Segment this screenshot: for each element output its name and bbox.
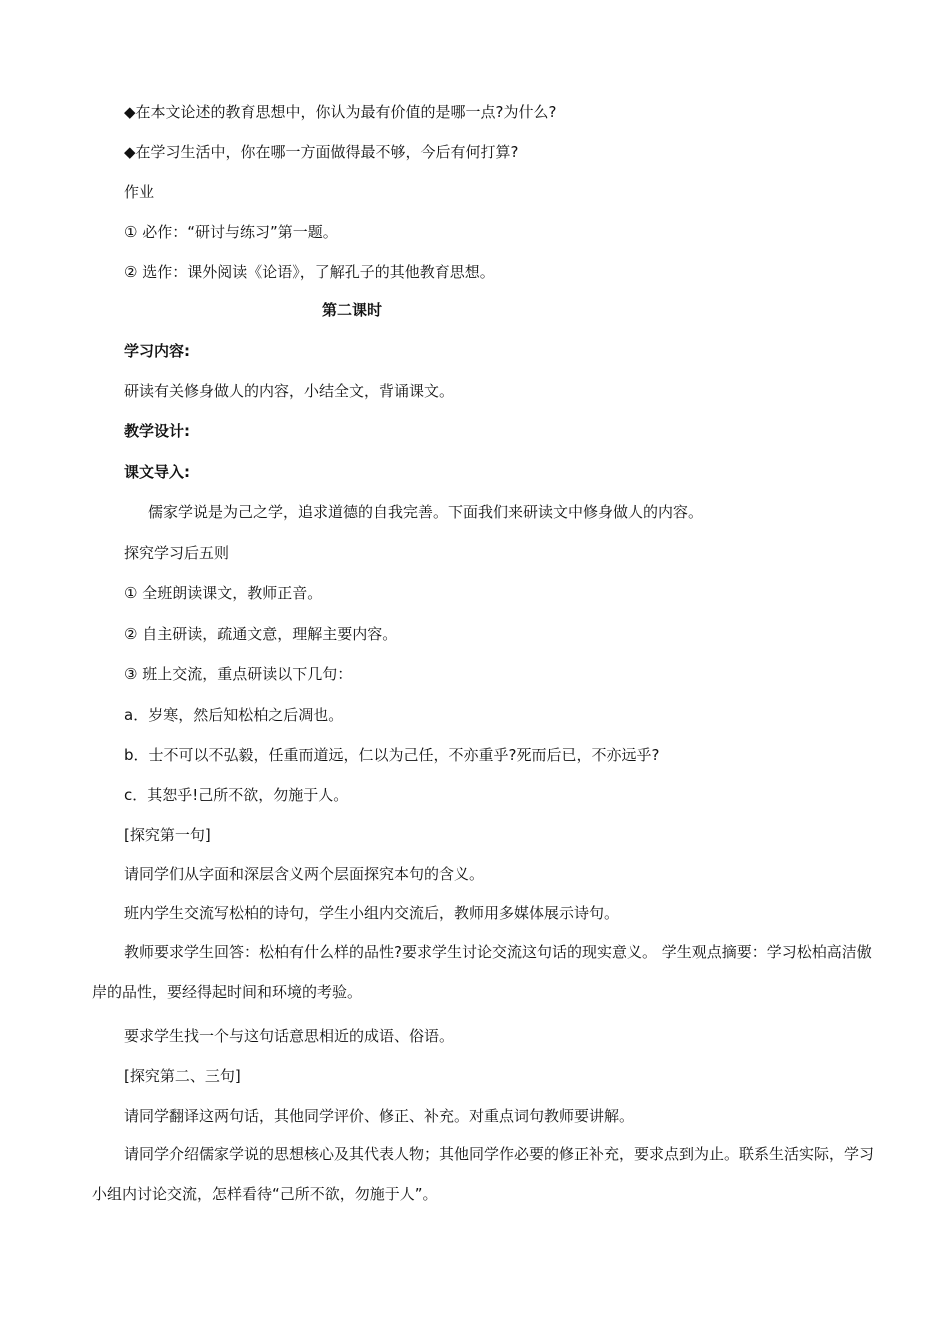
teaching-design-heading: 教学设计:: [124, 422, 190, 440]
lesson-title: 第二课时: [322, 301, 383, 319]
explore-second-p2: 请同学介绍儒家学说的思想核心及其代表人物；其他同学作必要的修正补充，要求点到为止。联系生活实际，学习小组内讨论交流，怎样看待“己所不欲，勿施于人”。: [92, 1145, 875, 1203]
learning-content-heading: 学习内容:: [124, 342, 190, 360]
step-class-exchange: ③ 班上交流，重点研读以下几句：: [124, 665, 353, 683]
explore-first-heading: [探究第一句]: [124, 826, 211, 844]
sentence-b: b．士不可以不弘毅，任重而道远，仁以为己任，不亦重乎?死而后已，不亦远乎?: [124, 746, 660, 764]
learning-content-text: 研读有关修身做人的内容，小结全文，背诵课文。: [124, 382, 455, 400]
step-self-study: ② 自主研读，疏通文意，理解主要内容。: [124, 625, 398, 643]
explore-first-p4: 要求学生找一个与这句话意思相近的成语、俗语。: [124, 1027, 455, 1045]
homework-title: 作业: [124, 183, 155, 201]
lesson-intro-heading: 课文导入:: [124, 463, 190, 481]
homework-optional: ② 选作：课外阅读《论语》，了解孔子的其他教育思想。: [124, 263, 495, 281]
sentence-c: c．其恕乎!己所不欲，勿施于人。: [124, 786, 349, 804]
explore-second-p1: 请同学翻译这两句话，其他同学评价、修正、补充。对重点词句教师要讲解。: [124, 1107, 635, 1125]
question-weakest-area: ◆在学习生活中，你在哪一方面做得最不够，今后有何打算?: [124, 143, 519, 161]
explore-title: 探究学习后五则: [124, 544, 230, 562]
explore-first-p1: 请同学们从字面和深层含义两个层面探究本句的含义。: [124, 865, 485, 883]
explore-first-p3: 教师要求学生回答：松柏有什么样的品性?要求学生讨论交流这句话的现实意义。 学生观点摘要：学习松柏高洁傲岸的品性，要经得起时间和环境的考验。: [92, 943, 872, 1001]
question-most-valuable: ◆在本文论述的教育思想中，你认为最有价值的是哪一点?为什么?: [124, 103, 557, 121]
explore-second-heading: [探究第二、三句]: [124, 1067, 241, 1085]
homework-required: ① 必作：“研讨与练习”第一题。: [124, 223, 338, 241]
explore-first-p2: 班内学生交流写松柏的诗句，学生小组内交流后，教师用多媒体展示诗句。: [124, 904, 620, 922]
sentence-a: a．岁寒，然后知松柏之后凋也。: [124, 706, 344, 724]
lesson-intro-text: 儒家学说是为己之学，追求道德的自我完善。下面我们来研读文中修身做人的内容。: [148, 503, 704, 521]
step-read-aloud: ① 全班朗读课文，教师正音。: [124, 584, 323, 602]
